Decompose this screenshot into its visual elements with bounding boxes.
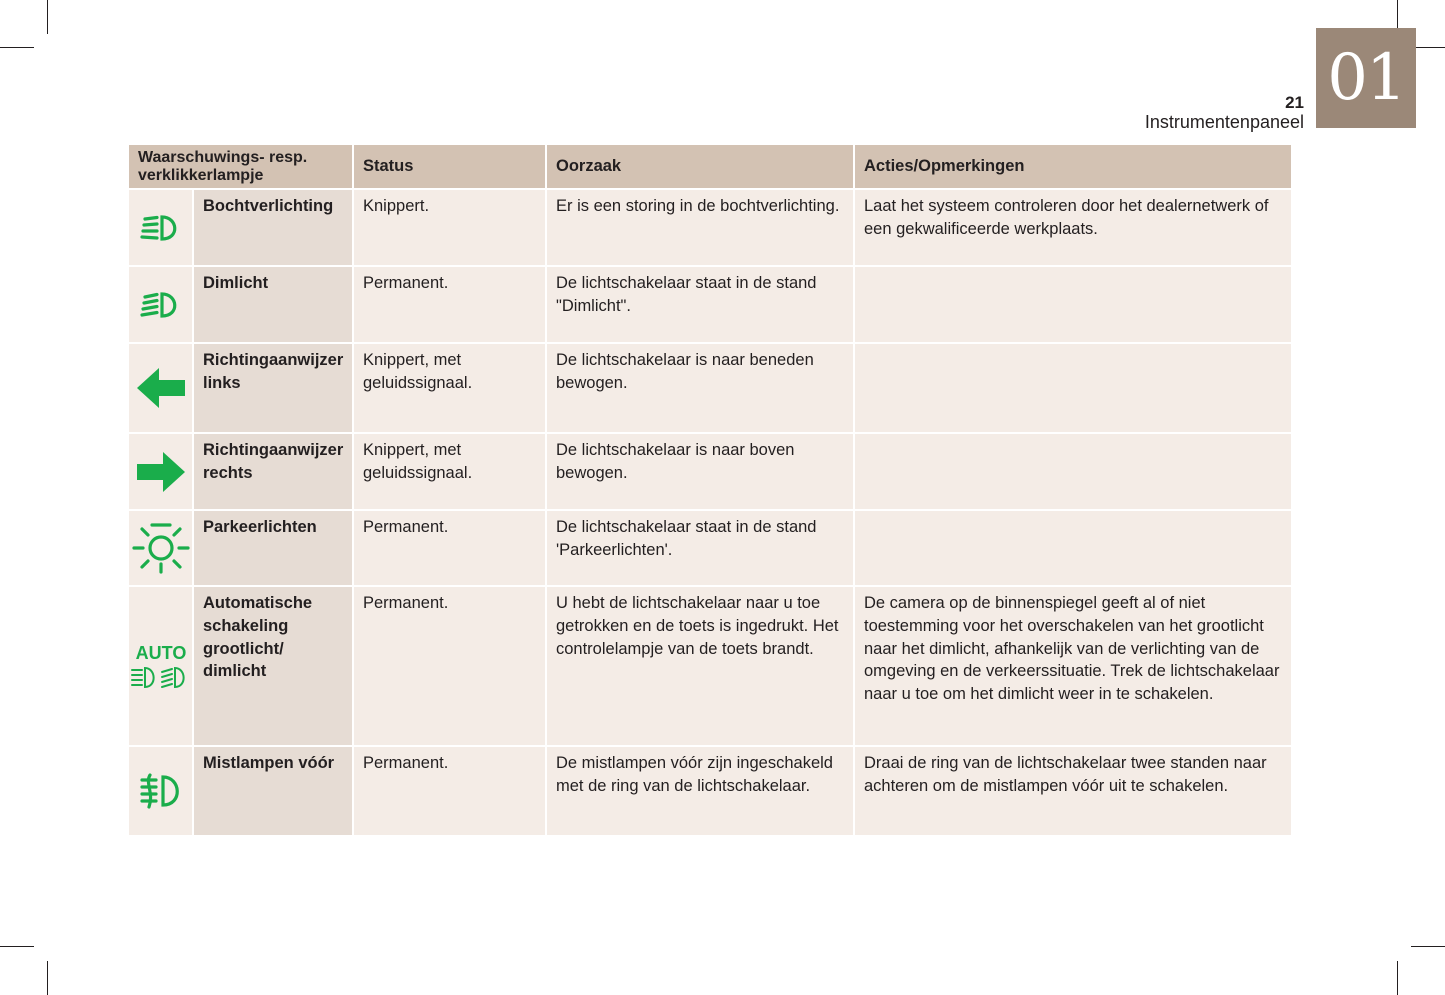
header-status: Status [353,144,546,189]
crop-mark [1397,961,1398,995]
crop-mark [0,946,34,947]
lamp-status: Permanent. [353,510,546,586]
lamp-name: Richtingaanwijzer links [193,343,353,433]
crop-mark [47,961,48,995]
lamp-cause: De lichtschakelaar is naar boven bewogen. [546,433,854,510]
crop-mark [47,0,48,34]
lamp-name: Dimlicht [193,266,353,343]
lamp-icon-cell [128,586,193,746]
lamp-action [854,433,1292,510]
header-lamp: Waarschuwings- resp. verklikkerlampje [128,144,353,189]
lamp-name: Mistlampen vóór [193,746,353,836]
table-header-row [128,144,1292,189]
header-cause: Oorzaak [546,144,854,189]
lamp-name: Automatische schakeling grootlicht/ dimlicht [193,586,353,746]
lamp-icon-cell [128,189,193,266]
lamp-name: Bochtverlichting [193,189,353,266]
lamp-status: Knippert. [353,189,546,266]
lamp-icon-cell [128,746,193,836]
lamp-status: Permanent. [353,746,546,836]
lamp-icon-cell [128,433,193,510]
table-row [128,343,1292,433]
table-row [128,266,1292,343]
table-row [128,746,1292,836]
lamp-action [854,266,1292,343]
page-number: 21 [1285,93,1304,112]
lamp-cause: De mistlampen vóór zijn ingeschakeld met de ring van de lichtschakelaar. [546,746,854,836]
lamp-name: Parkeerlichten [193,510,353,586]
lamp-cause: De lichtschakelaar staat in de stand "Dimlicht". [546,266,854,343]
lamp-cause: De lichtschakelaar is naar beneden bewogen. [546,343,854,433]
lamp-name: Richtingaanwijzer rechts [193,433,353,510]
chapter-number: 01 [1316,28,1416,128]
table-row [128,510,1292,586]
parking-lights-icon [131,520,191,576]
table-row [128,189,1292,266]
left-arrow-icon [135,366,187,410]
header-actions: Acties/Opmerkingen [854,144,1292,189]
crop-mark [1411,946,1445,947]
dipped-beam-icon [138,290,184,320]
lamp-status: Permanent. [353,586,546,746]
right-arrow-icon [135,450,187,494]
lamp-status: Knippert, met geluidssignaal. [353,433,546,510]
lamp-cause: Er is een storing in de bochtverlichting. [546,189,854,266]
table-row [128,433,1292,510]
lamp-action: De camera op de binnenspiegel geeft al of niet toestemming voor het overschakelen van het grootlicht naar het dimlicht, afhankelijk van de verlichting van de omgeving en de verkeerssituatie. Trek de lichtschakelaar naar u toe om het dimlicht weer in te schakelen. [854,586,1292,746]
lamp-icon-cell [128,343,193,433]
section-title: Instrumentenpaneel [1144,112,1304,132]
lamp-cause: De lichtschakelaar staat in de stand 'Parkeerlichten'. [546,510,854,586]
lamp-icon-cell [128,266,193,343]
crop-mark [1411,47,1445,48]
lamp-status: Knippert, met geluidssignaal. [353,343,546,433]
lamp-status: Permanent. [353,266,546,343]
lamp-cause: U hebt de lichtschakelaar naar u toe getrokken en de toets is ingedrukt. Het controlelampje van de toets brandt. [546,586,854,746]
auto-icon-label: AUTO [135,644,186,663]
front-fog-lamp-icon [137,773,185,809]
table-row [128,586,1292,746]
crop-mark [0,47,34,48]
lamp-action: Laat het systeem controleren door het dealernetwerk of een gekwalificeerde werkplaats. [854,189,1292,266]
lamp-icon-cell [128,510,193,586]
cornering-light-icon [138,213,184,243]
lamp-action [854,510,1292,586]
auto-beam-icon [130,644,192,688]
lamp-action [854,343,1292,433]
warning-lamps-table [127,143,1293,837]
lamp-action: Draai de ring van de lichtschakelaar twee standen naar achteren om de mistlampen vóór uit te schakelen. [854,746,1292,836]
